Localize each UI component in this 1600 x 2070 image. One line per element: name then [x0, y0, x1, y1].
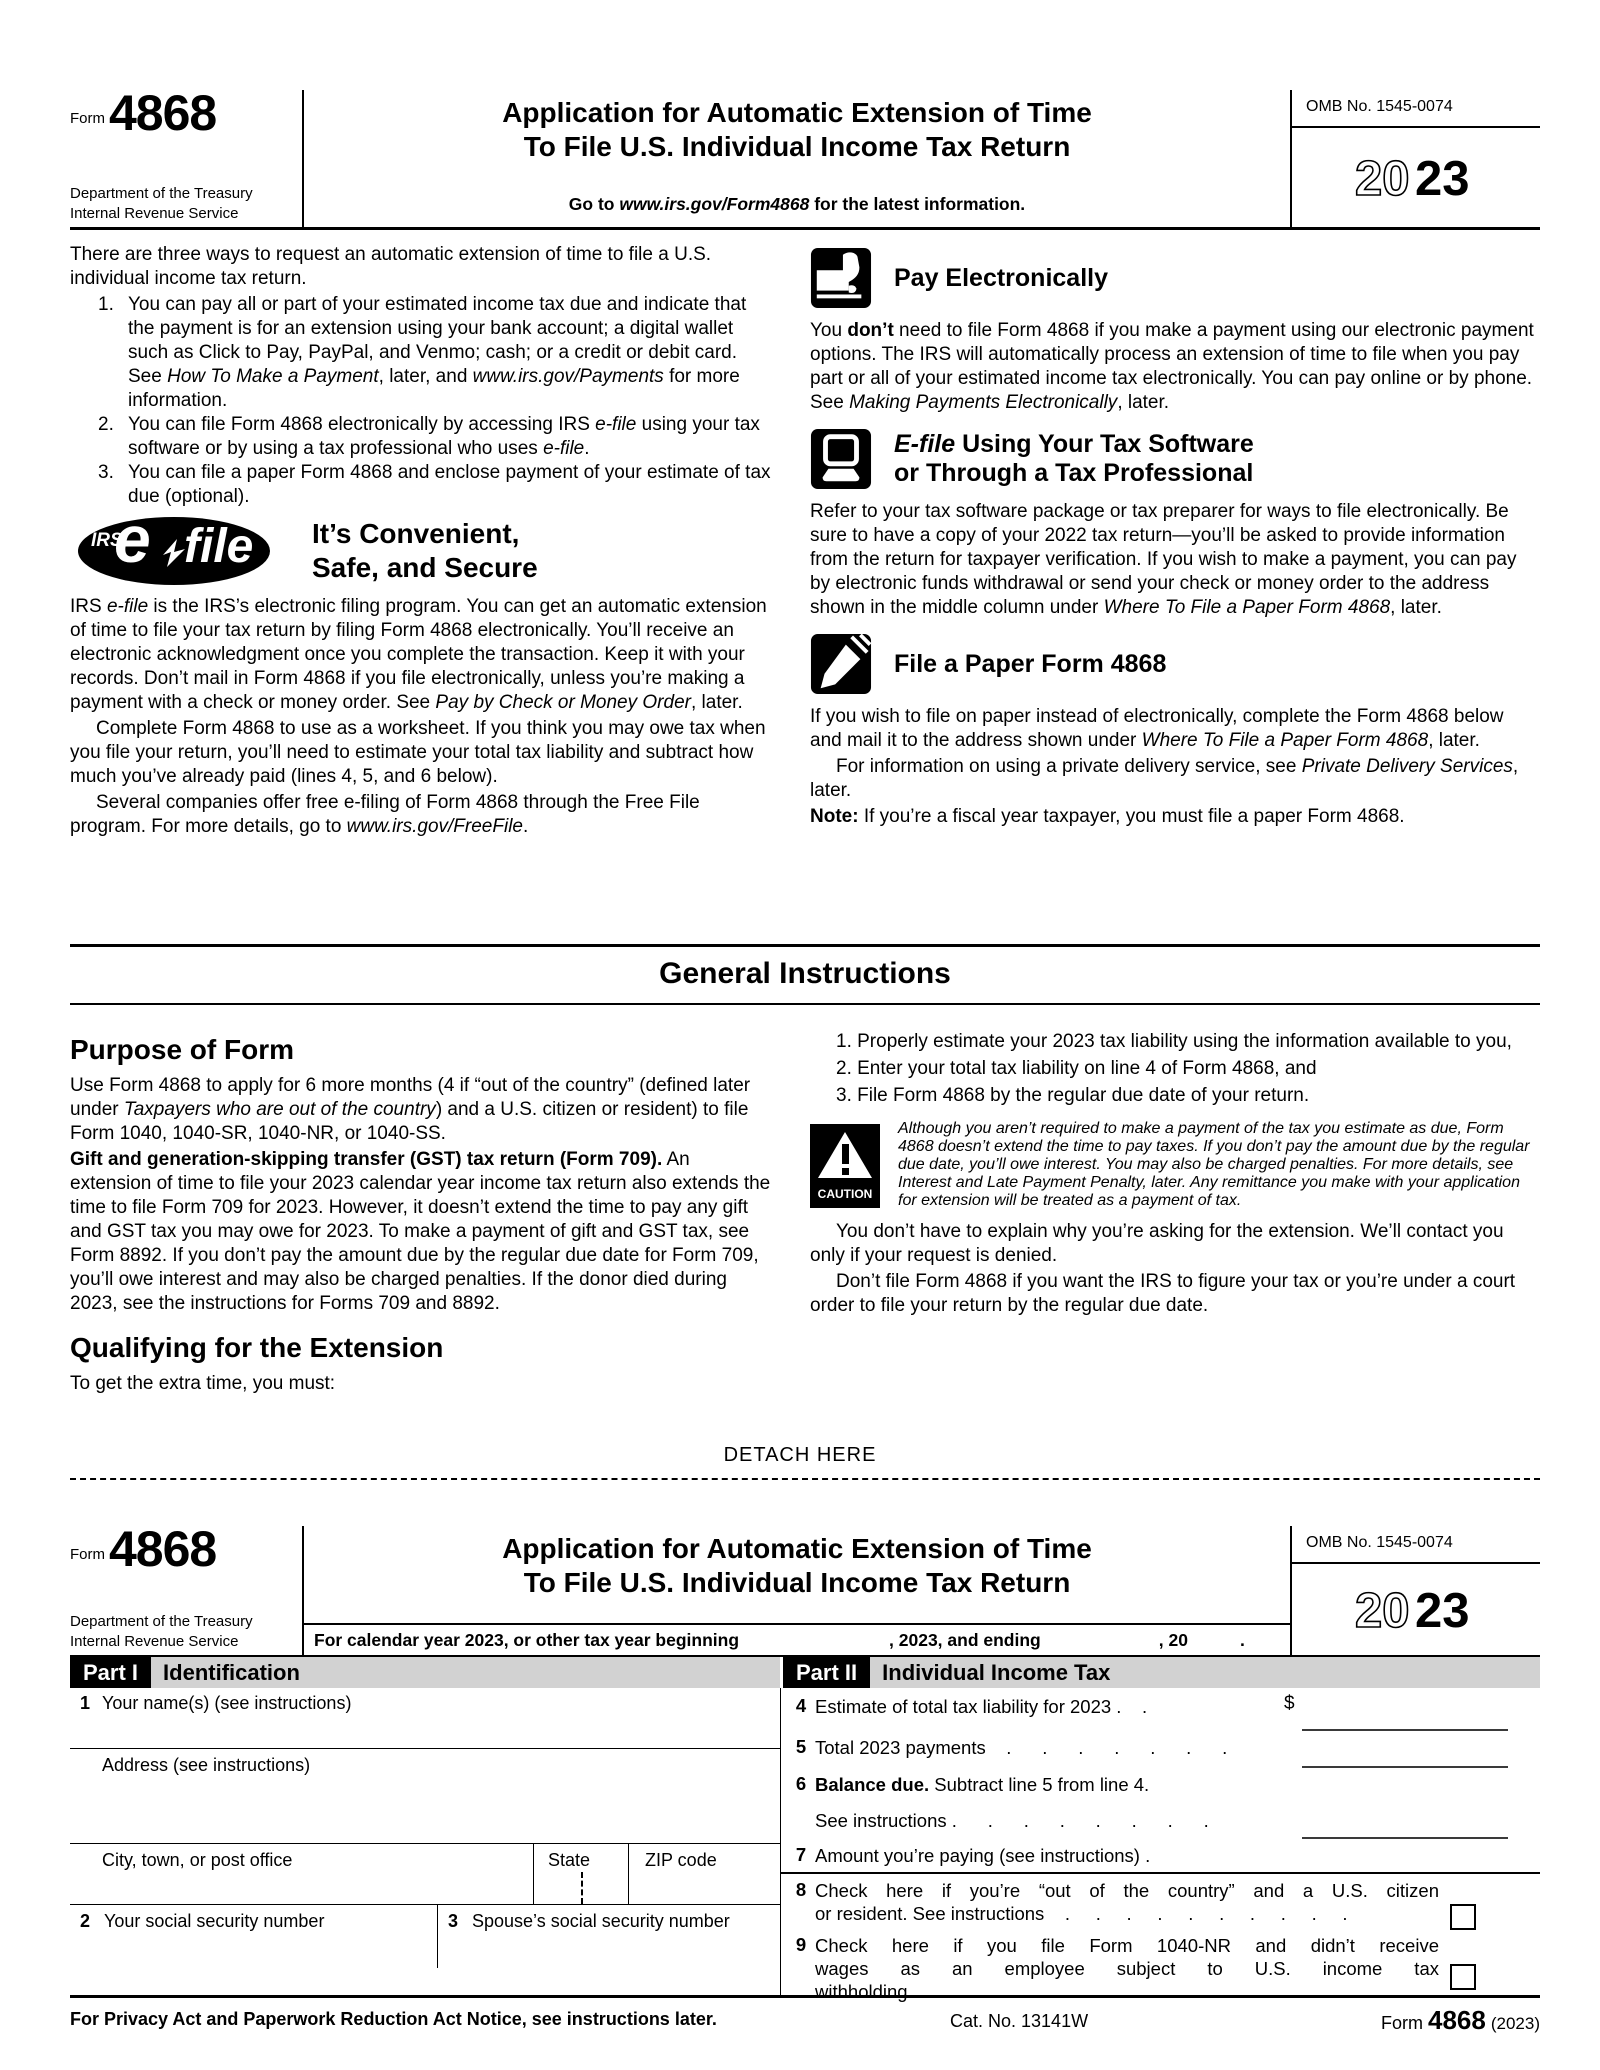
ssn-row: [70, 1905, 780, 1968]
part2-label: Part II: [783, 1657, 870, 1688]
detach-here-label: DETACH HERE: [723, 1444, 877, 1466]
gi-right-column: [810, 1030, 1540, 1396]
part-header-bars: [70, 1657, 1540, 1688]
efile-software-body: Refer to your tax software package or tax preparer for ways to file electronically. Be sure to have a copy of your 2022 tax return—you’ll be asked to provide information from the return for taxpayer verification. If you wish to make a payment, you can pay by electronic funds withdrawal or send your check or money order to the address shown in the middle column under Where To File a Paper Form 4868, later.: [810, 501, 1517, 618]
omb-number: OMB No. 1545-0074: [1292, 90, 1540, 128]
caution-paragraph: Although you aren’t required to make a payment of the tax you estimate as due, Form 4868 doesn’t extend the time to pay taxes. If you don’t pay the amount due by the regular due date, you’ll owe interest. You may also be charged penalties. For more details, see Interest and Late Payment Penalty, later. Any remittance you make with your application for extension will be treated as a payment of tax.: [898, 1120, 1530, 1209]
svg-text:CAUTION: CAUTION: [817, 1187, 873, 1201]
paper-form-section-head: File a Paper Form 4868: [810, 633, 1540, 695]
line6-row: 6 Balance due. Subtract line 5 from line 4. See instructions . . . . . . . .: [781, 1773, 1540, 1844]
city-field[interactable]: City, town, or post office: [70, 1844, 534, 1904]
lightning-bolt-icon: [162, 539, 186, 567]
form-number-block: Form 4868 Department of the Treasury Internal Revenue Service: [70, 1526, 304, 1655]
omb-year-block: [1292, 90, 1540, 227]
purpose-paragraph: Use Form 4868 to apply for 6 more months (4 if “out of the country” (defined later under Taxpayers who are out of the country) and a U.S. citizen or resident) to file Form 1040, 1040-SR, 1040-NR, or 1040-SS.: [70, 1075, 751, 1144]
line5-amount-field[interactable]: [1302, 1766, 1508, 1768]
tax-year: [1292, 128, 1540, 227]
efile-paragraph-3: Several companies offer free e-filing of Form 4868 through the Free File program. For more details, go to www.irs.gov/FreeFile.: [70, 792, 700, 837]
general-instructions-heading: General Instructions: [70, 944, 1540, 1005]
efile-promo: [78, 502, 775, 585]
part1-label: Part I: [70, 1657, 151, 1688]
purpose-heading: Purpose of Form: [70, 1034, 295, 1065]
name-field[interactable]: 1 Your name(s) (see instructions): [70, 1688, 780, 1749]
gst-paragraph: Gift and generation-skipping transfer (GST) tax return (Form 709). An extension of time to file your 2023 calendar year income tax return also extends the time to file Form 709 for 2023. However, it doesn’t extend the time to pay any gift and GST tax you may owe for 2023. To make a payment of gift and GST tax, see Form 8892. If you don’t pay the amount due by the regular due date for Form 709, you’ll owe interest and may also be charged penalties. If the donor died during 2023, see the instructions for Forms 709 and 8892.: [70, 1149, 771, 1314]
intro-lead: There are three ways to request an automatic extension of time to file a U.S. individual income tax return.: [70, 244, 712, 289]
spouse-ssn-field[interactable]: 3 Spouse’s social security number: [448, 1911, 730, 1931]
omb-year-block: [1292, 1526, 1540, 1655]
address-field[interactable]: Address (see instructions): [70, 1749, 780, 1844]
three-ways-list: [70, 293, 775, 509]
efile-slogan: It’s Convenient, Safe, and Secure: [312, 518, 538, 583]
part2-title: Individual Income Tax: [870, 1657, 1540, 1688]
general-instructions-columns: [70, 1030, 1540, 1396]
line5-row: 5 Total 2023 payments . . . . . . .: [781, 1736, 1540, 1773]
form-fields-grid: [70, 1688, 1540, 2002]
gi-left-column: [70, 1030, 775, 1396]
intro-left-column: [70, 243, 775, 839]
gi-step-2: 2. Enter your total tax liability on line 4 of Form 4868, and: [836, 1058, 1317, 1079]
pay-electronically-icon: [810, 247, 872, 309]
dollar-sign: $: [1284, 1693, 1295, 1714]
form-word: Form: [70, 109, 105, 127]
calendar-year-line: For calendar year 2023, or other tax year beginning , 2023, and ending , 20 .: [304, 1623, 1290, 1655]
line7-row: 7 Amount you’re paying (see instructions) .: [781, 1844, 1540, 1874]
line5-amount: [1290, 1736, 1540, 1773]
form-number-footer: Form 4868 (2023): [1381, 2005, 1540, 2035]
line6-amount: [1290, 1773, 1540, 1844]
bottom-form-header: [70, 1521, 1540, 1657]
goto-line: Go to www.irs.gov/Form4868 for the latest information.: [568, 194, 1026, 214]
svg-text:20: 20: [1355, 151, 1410, 205]
title-block: [304, 90, 1292, 227]
list-item: 1. You can pay all or part of your estimated income tax due and indicate that the payment is for an extension using your bank account; a digital wallet such as Click to Pay, PayPal, and Venmo; cash; or a credit or debit card. See How To Make a Payment, later, and www.irs.gov/Payments for more information.: [98, 294, 747, 411]
form-number-block: [70, 85, 304, 227]
top-form-header: [70, 85, 1540, 230]
line4-row: 4 Estimate of total tax liability for 2023 . . $: [781, 1688, 1540, 1736]
privacy-act-notice: For Privacy Act and Paperwork Reduction Act Notice, see instructions later.: [70, 2009, 717, 2029]
pay-electronically-section-head: Pay Electronically: [810, 247, 1540, 309]
line6-amount-field[interactable]: [1302, 1837, 1508, 1839]
state-field[interactable]: State: [534, 1844, 629, 1904]
your-ssn-field[interactable]: 2 Your social security number: [70, 1905, 438, 1968]
form-title: Application for Automatic Extension of Time To File U.S. Individual Income Tax Return: [502, 1533, 1092, 1599]
part1-title: Identification: [151, 1657, 780, 1688]
line4-amount-field[interactable]: [1302, 1729, 1508, 1731]
paper-form-note: Note: If you’re a fiscal year taxpayer, you must file a paper Form 4868.: [810, 806, 1405, 827]
qualifying-heading: Qualifying for the Extension: [70, 1332, 444, 1363]
efile-paragraph-1: IRS e-file is the IRS’s electronic filing program. You can get an automatic extension of time to file your tax return by filing Form 4868 electronically. You’ll receive an electronic acknowledgment once you complete the transaction. Keep it with your records. Don’t mail in Form 4868 if you file electronically, unless you’re making a payment with a check or money order. See Pay by Check or Money Order, later.: [70, 596, 767, 713]
part2-individual-income-tax: [780, 1688, 1540, 2002]
gi-step-1: 1. Properly estimate your 2023 tax liability using the information available to you,: [836, 1031, 1512, 1052]
year-2023-graphic: [1353, 151, 1479, 205]
omb-number: OMB No. 1545-0074: [1292, 1526, 1540, 1564]
form-number: 4868: [109, 85, 217, 141]
paper-form-body-2: For information on using a private delivery service, see Private Delivery Services, later.: [810, 756, 1519, 801]
catalog-number: Cat. No. 13141W: [950, 2011, 1089, 2031]
gi-after-paragraph-2: Don’t file Form 4868 if you want the IRS to figure your tax or you’re under a court order to file your return by the regular due date.: [810, 1271, 1516, 1316]
line8-row: 8 Check here if you’re “out of the country” and a U.S. citizen or resident. See instructions . . . . . . . . . .: [781, 1874, 1540, 1932]
efile-software-section-head: E-file Using Your Tax Software or Through a Tax Professional: [810, 428, 1540, 490]
intro-right-column: [810, 243, 1540, 839]
svg-text:20: 20: [1355, 1583, 1410, 1637]
intro-columns: [70, 243, 1540, 839]
list-item: 2. You can file Form 4868 electronically by accessing IRS e-file using your tax software or by using a tax professional who uses e-file.: [98, 414, 760, 459]
detach-perforation-line: [70, 1478, 1540, 1480]
line8-checkbox[interactable]: [1450, 1904, 1476, 1930]
svg-text:23: 23: [1415, 151, 1470, 205]
line7-amount-field[interactable]: [1290, 1844, 1540, 1872]
line4-amount: [1284, 1693, 1540, 1736]
gi-step-3: 3. File Form 4868 by the regular due date of your return.: [836, 1085, 1310, 1106]
pencil-icon: [810, 633, 872, 695]
year-2023-graphic: [1353, 1583, 1479, 1637]
line9-row: 9 Check here if you file Form 1040-NR and didn’t receive wages as an employee subject to U.S. income tax withholding . . . . . . . . . . . . . .: [781, 1932, 1540, 1995]
efile-paragraph-2: Complete Form 4868 to use as a worksheet. If you think you may owe tax when you file your return, you’ll need to estimate your total tax liability and subtract how much you’ve already paid (lines 4, 5, and 6 below).: [70, 718, 766, 787]
dept-line1: Department of the Treasury: [70, 185, 253, 202]
caution-block: [810, 1120, 1540, 1210]
title-block: [304, 1526, 1292, 1655]
zip-field[interactable]: ZIP code: [645, 1850, 717, 1870]
city-state-zip-row: [70, 1844, 780, 1905]
pay-electronically-body: You don’t need to file Form 4868 if you make a payment using our electronic payment options. The IRS will automatically process an extension of time to file when you pay part or all of your estimated income tax electronically. You can pay online or by phone. See Making Payments Electronically, later.: [810, 320, 1534, 413]
bottom-footer: [70, 1998, 1540, 2038]
svg-text:23: 23: [1415, 1583, 1470, 1637]
qualifying-paragraph: To get the extra time, you must:: [70, 1373, 336, 1394]
dept-line2: Internal Revenue Service: [70, 204, 239, 222]
paper-form-body-1: If you wish to file on paper instead of electronically, complete the Form 4868 below and mail it to the address shown under Where To File a Paper Form 4868, later.: [810, 706, 1504, 751]
form-title: Application for Automatic Extension of Time To File U.S. Individual Income Tax Return: [502, 97, 1092, 163]
caution-icon: [810, 1124, 880, 1208]
detachable-form-4868: [70, 1521, 1540, 2038]
computer-icon: [810, 428, 872, 490]
part1-identification: [70, 1688, 780, 1995]
line9-checkbox[interactable]: [1450, 1964, 1476, 1990]
tax-year: [1292, 1564, 1540, 1655]
irs-efile-logo: IRS e file: [78, 517, 270, 585]
list-item: 3. You can file a paper Form 4868 and enclose payment of your estimate of tax due (optional).: [98, 462, 771, 507]
gi-after-paragraph-1: You don’t have to explain why you’re asking for the extension. We’ll contact you only if your request is denied.: [810, 1221, 1504, 1266]
